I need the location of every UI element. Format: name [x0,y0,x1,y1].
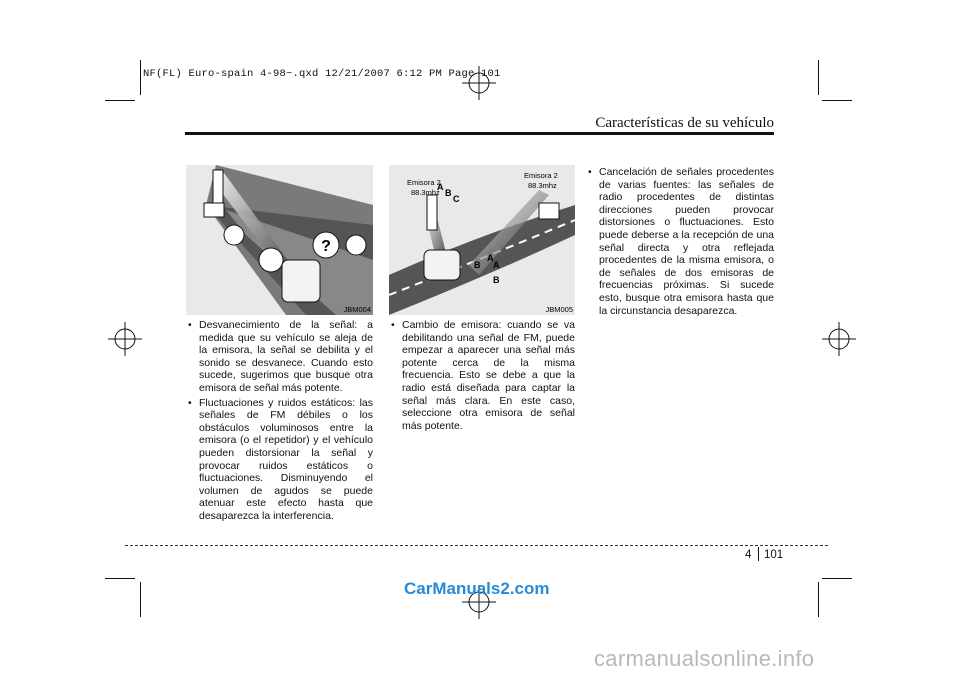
signal-letter: B [493,275,500,285]
crop-mark [822,578,852,579]
left-station-label: Emisora 2 [407,178,441,187]
watermark-carmanuals2: CarManuals2.com [404,579,550,598]
watermark-carmanualsonline: carmanualsonline.info [594,646,815,671]
signal-waves-icon [539,203,559,219]
figure-code: JBM004 [343,305,371,314]
signal-waves-icon [204,203,224,217]
right-station-label: Emisora 2 [524,171,558,180]
page-header-title: Características de su vehículo [595,115,774,131]
bullet-signal-fading: • Desvanecimiento de la señal: a medida que su vehículo se aleja de la emisora, la señal se debilita y el sonido se desvanece. Cuando esto sucede, sugerimos que busque otra emisora de señal más potente. [186,319,373,395]
page-number: 101 [764,549,784,561]
figure-code: JBM005 [545,305,573,314]
footer-rule [125,545,828,546]
svg-text:?: ? [321,238,331,255]
signal-letter: A [437,182,444,192]
crop-mark [140,60,141,95]
signal-letter: A [487,253,494,263]
figure-station-change [389,165,575,315]
page-number-separator [758,547,759,561]
column-3 [586,166,774,319]
crop-mark [818,60,819,95]
crop-mark [105,100,135,101]
registration-mark-right [822,322,856,356]
bullet-static-noise: • Fluctuaciones y ruidos estáticos: las señales de FM débiles o los obstáculos voluminosos entre la emisora (o el repetidor) y el vehículo pueden distorsionar la señal y provocar ruidos estáticos o fluctuaciones. Disminuyendo el volumen de agudos se puede atenuar este efecto hasta que desaparezca la interferencia. [186,397,373,523]
crop-mark [140,582,141,617]
print-slug: NF(FL) Euro-spain 4-98~.qxd 12/21/2007 6:12 PM Page 101 [143,68,501,80]
chapter-number: 4 [745,549,752,561]
column-1 [186,319,373,525]
signal-letter: B [445,188,452,198]
signal-letter: C [453,194,460,204]
crop-mark [818,582,819,617]
tower-icon [427,195,437,230]
figure-station-change-illustration [389,165,575,315]
header-rule [185,132,774,135]
crop-mark [822,100,852,101]
bullet-multipath-cancellation: • Cancelación de señales procedentes de varias fuentes: las señales de radio procedentes de distintas direcciones pueden provocar distorsiones o fluctuaciones. Esto puede deberse a la recepción de una señal directa y otra reflejada procedentes de la misma emisora, o de señales de dos emisoras de frecuencias próximas. Si sucede esto, busque otra emisora hasta que la circunstancia desaparezca. [586,166,774,317]
signal-letter: A [493,260,500,270]
left-station-frequency: 88.3mhz [411,188,440,197]
crop-mark [105,578,135,579]
registration-mark-left [108,322,142,356]
signal-letter: B [474,260,481,270]
car-icon [282,260,320,302]
column-2 [389,319,575,434]
car-icon [424,250,460,280]
figure-signal-fading [186,165,373,315]
bullet-station-change: • Cambio de emisora: cuando se va debilitando una señal de FM, puede empezar a aparecer una señal más potente cerca de la misma frecuencia. Esto se debe a que la radio está diseñada para captar la señal más clara. En este caso, seleccione otra emisora de señal más potente. [389,319,575,432]
right-station-frequency: 88.3mhz [528,181,557,190]
figure-signal-fading-illustration [186,165,373,315]
